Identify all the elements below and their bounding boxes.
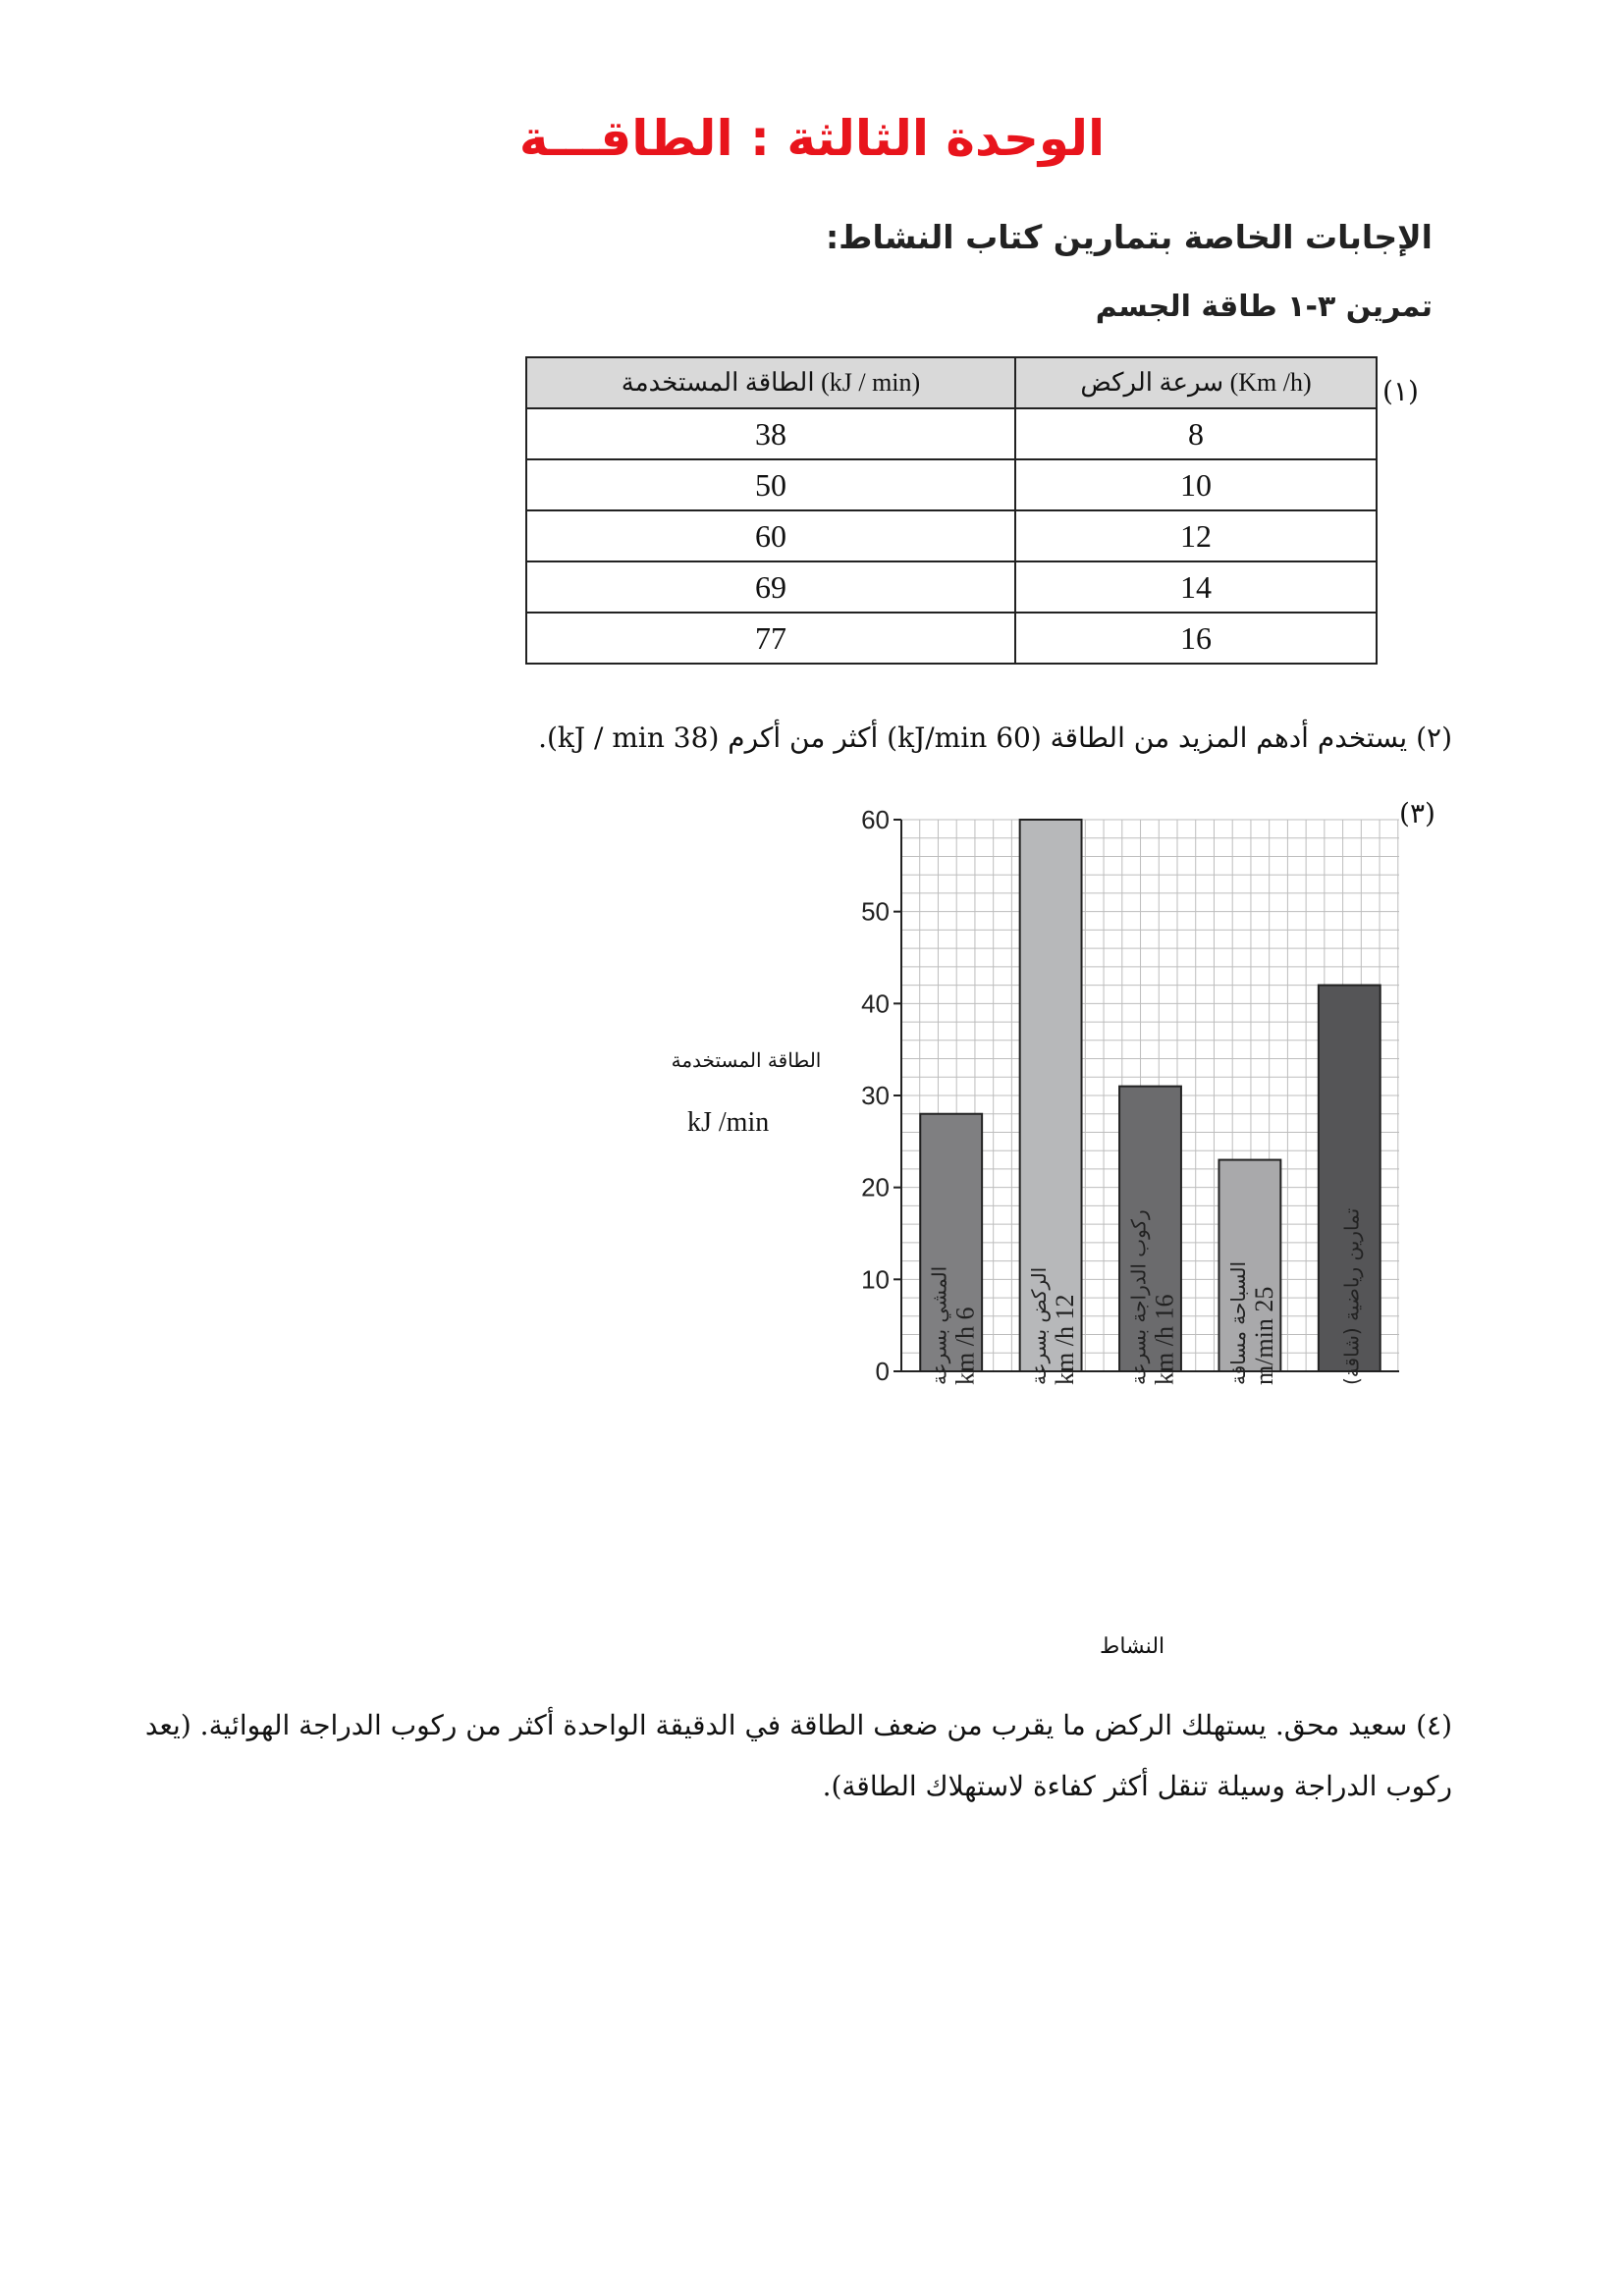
table-cell-speed: 16 bbox=[1015, 613, 1377, 664]
table-cell-energy: 77 bbox=[526, 613, 1015, 664]
y-tick-label: 0 bbox=[875, 1357, 890, 1386]
y-tick-label: 10 bbox=[861, 1264, 890, 1295]
x-tick-label-line: 6 km /h bbox=[950, 1307, 980, 1385]
x-tick-label-line: 25 m/min bbox=[1249, 1286, 1278, 1385]
x-tick-label bbox=[1339, 1208, 1363, 1385]
y-tick-label: 50 bbox=[861, 896, 890, 927]
y-axis-label: الطاقة المستخدمة bbox=[671, 1048, 822, 1072]
y-tick-label: 30 bbox=[861, 1081, 890, 1110]
answer-4-line-2: ركوب الدراجة وسيلة تنقل أكثر كفاءة لاستهلاك الطاقة). bbox=[822, 1770, 1452, 1802]
x-tick-label-line: الركض بسرعة bbox=[1027, 1266, 1052, 1385]
exercise-heading: تمرين ٣-١ طاقة الجسم bbox=[1095, 290, 1433, 324]
table-row bbox=[526, 459, 1377, 510]
table-header-row bbox=[526, 357, 1377, 408]
speed-energy-table bbox=[525, 356, 1378, 665]
table-header-speed: سرعة الركض (Km /h) bbox=[1015, 357, 1377, 408]
table-cell-energy: 50 bbox=[526, 459, 1015, 510]
y-tick-label: 60 bbox=[861, 805, 890, 834]
bar-chart bbox=[628, 795, 1414, 1620]
table-row bbox=[526, 510, 1377, 561]
x-tick-label-line: السباحة مسافة bbox=[1225, 1261, 1250, 1385]
table-cell-speed: 10 bbox=[1015, 459, 1377, 510]
answer-2: (٢) يستخدم أدهم المزيد من الطاقة (60 kJ/min) أكثر من أكرم (38 kJ / min). bbox=[538, 721, 1452, 754]
table-row bbox=[526, 561, 1377, 613]
y-axis-unit: kJ /min bbox=[687, 1107, 770, 1138]
table-cell-energy: 69 bbox=[526, 561, 1015, 613]
x-tick-label-line: ركوب الدراجة بسرعة bbox=[1126, 1209, 1151, 1385]
x-tick-label-line: 16 km /h bbox=[1150, 1294, 1179, 1385]
question-number-3: (٣) bbox=[1399, 797, 1435, 829]
answer-4-line-1: (٤) سعيد محق. يستهلك الركض ما يقرب من ضعف الطاقة في الدقيقة الواحدة أكثر من ركوب الدراجة الهوائية. (يعد bbox=[144, 1709, 1452, 1741]
x-tick-label-line: المشي بسرعة bbox=[927, 1265, 951, 1385]
table-cell-energy: 38 bbox=[526, 408, 1015, 459]
y-tick-label: 40 bbox=[861, 988, 890, 1019]
table-cell-speed: 8 bbox=[1015, 408, 1377, 459]
table-row bbox=[526, 408, 1377, 459]
x-tick-label-line: 12 km /h bbox=[1051, 1294, 1080, 1385]
x-tick-label-line: تمارين رياضية (شاقة) bbox=[1339, 1207, 1364, 1385]
page-title: الوحدة الثالثة : الطاقـــة bbox=[518, 110, 1106, 167]
table-cell-speed: 14 bbox=[1015, 561, 1377, 613]
question-number-1: (١) bbox=[1382, 375, 1419, 407]
y-tick-label: 20 bbox=[861, 1172, 890, 1202]
table-cell-energy: 60 bbox=[526, 510, 1015, 561]
table-row bbox=[526, 613, 1377, 664]
table-header-energy: الطاقة المستخدمة (kJ / min) bbox=[526, 357, 1015, 408]
section-heading: الإجابات الخاصة بتمارين كتاب النشاط: bbox=[825, 218, 1433, 256]
table-cell-speed: 12 bbox=[1015, 510, 1377, 561]
x-axis-title: النشاط bbox=[1100, 1634, 1165, 1659]
